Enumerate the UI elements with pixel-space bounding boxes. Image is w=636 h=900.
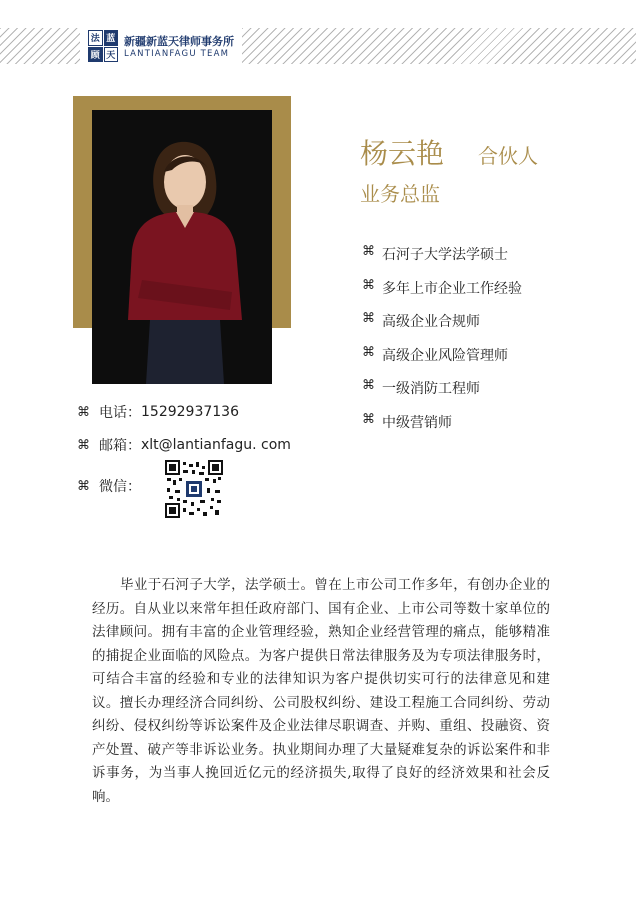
wechat-row <box>77 476 141 496</box>
qualification-text: 高级企业合规师 <box>382 314 480 330</box>
logo-char: 顾 <box>88 47 103 63</box>
qualification-item <box>362 412 522 446</box>
command-bullet-icon: ⌘ <box>362 277 375 293</box>
command-bullet-icon: ⌘ <box>362 344 375 360</box>
email-address[interactable]: xlt@lantianfagu. com <box>141 437 291 453</box>
firm-name: 新疆新蓝天律师事务所 <box>124 35 234 48</box>
person-name: 杨云艳 <box>360 137 445 170</box>
qualification-list <box>362 244 522 445</box>
qualification-item <box>362 378 522 412</box>
command-bullet-icon: ⌘ <box>362 411 375 427</box>
person-role: 合伙人 <box>478 144 538 168</box>
header-stripe-left <box>0 28 80 64</box>
firm-english-name: LANTIANFAGU TEAM <box>124 49 230 59</box>
qualification-item <box>362 244 522 278</box>
command-bullet-icon: ⌘ <box>77 437 90 453</box>
logo-mark <box>88 30 118 62</box>
qualification-item <box>362 278 522 312</box>
qualification-item <box>362 311 522 345</box>
command-bullet-icon: ⌘ <box>362 311 375 326</box>
command-bullet-icon: ⌘ <box>362 378 375 393</box>
command-bullet-icon: ⌘ <box>77 404 90 420</box>
qualification-text: 高级企业风险管理师 <box>382 347 508 364</box>
email-row <box>77 435 291 455</box>
qr-code-icon <box>165 460 223 518</box>
qualification-text: 石河子大学法学硕士 <box>382 247 508 263</box>
portrait-photo <box>92 110 272 384</box>
portrait-illustration <box>92 110 272 384</box>
phone-row <box>77 402 239 422</box>
firm-logo <box>86 30 246 64</box>
logo-char: 法 <box>88 30 103 46</box>
person-title: 业务总监 <box>360 182 440 206</box>
qualification-item <box>362 345 522 379</box>
header-stripe-right <box>242 28 636 64</box>
biography-paragraph: 毕业于石河子大学，法学硕士。曾在上市公司工作多年，有创办企业的经历。自从业以来常年担任政府部门、国有企业、上市公司等数十家单位的法律顾问。拥有丰富的企业管理经验，熟知企业经营管理的痛点，能够精准的捕捉企业面临的风险点。为客户提供日常法律服务及为专项法律服务时，可结合丰富的经验和专业的法律知识为客户提供切实可行的法律意见和建议。擅长办理经济合同纠纷、公司股权纠纷、建设工程施工合同纠纷、劳动纠纷、侵权纠纷等诉讼案件及企业法律尽职调查、并购、重组、投融资、资产处置、破产等非诉讼业务。执业期间办理了大量疑难复杂的诉讼案件和非诉事务，为当事人挽回近亿元的经济损失,取得了良好的经济效果和社会反响。 <box>92 577 550 805</box>
qualification-text: 中级营销师 <box>382 414 452 431</box>
phone-label: 电话： <box>99 405 141 421</box>
command-bullet-icon: ⌘ <box>77 478 90 494</box>
logo-char: 蓝 <box>104 30 119 46</box>
logo-char: 天 <box>104 47 119 63</box>
qualification-text: 一级消防工程师 <box>382 381 480 397</box>
command-bullet-icon: ⌘ <box>362 244 375 259</box>
email-label: 邮箱： <box>99 438 141 454</box>
wechat-qr-code[interactable] <box>165 460 223 518</box>
qualification-text: 多年上市企业工作经验 <box>382 280 522 297</box>
wechat-label: 微信： <box>99 479 141 495</box>
phone-number[interactable]: 15292937136 <box>141 404 239 420</box>
